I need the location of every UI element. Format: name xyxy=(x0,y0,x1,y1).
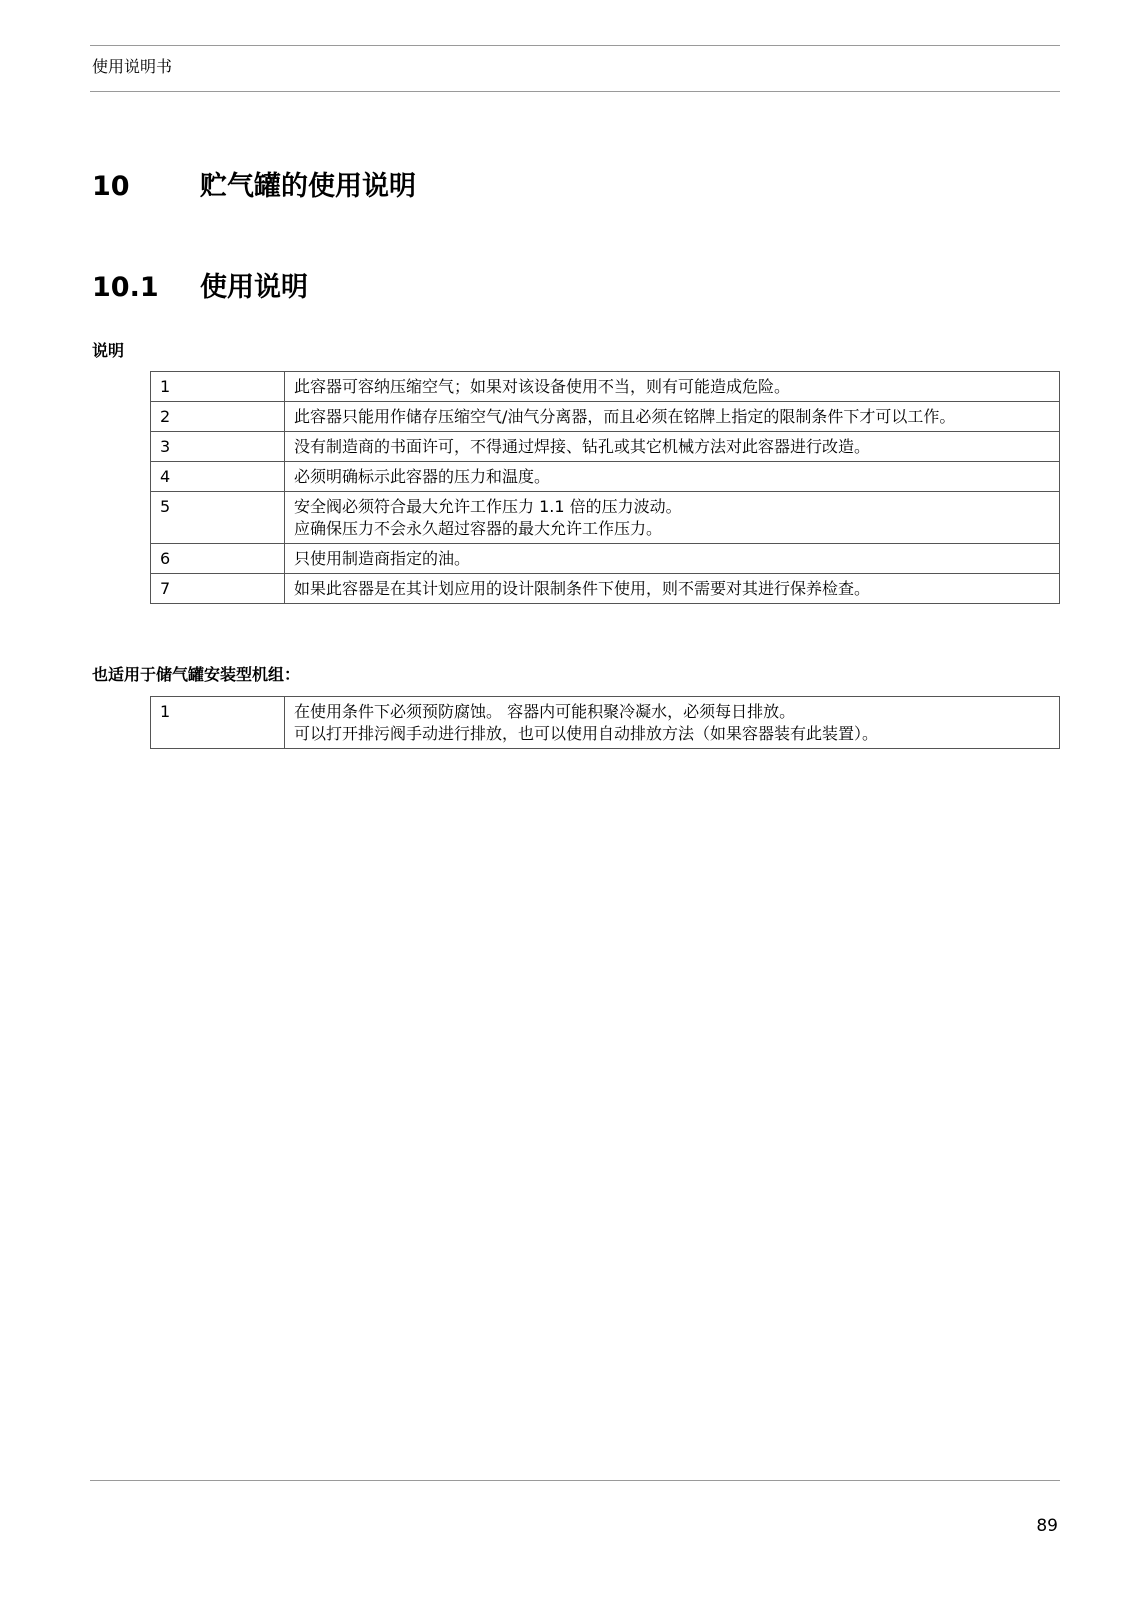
table-row xyxy=(151,492,1060,544)
header-top-rule xyxy=(90,45,1060,46)
chapter-number: 10 xyxy=(92,171,130,202)
running-header: 使用说明书 xyxy=(92,57,173,76)
row-index: 6 xyxy=(151,544,285,574)
table-row xyxy=(151,697,1060,749)
row-text-line: 安全阀必须符合最大允许工作压力 1.1 倍的压力波动。 xyxy=(294,497,682,516)
footer-rule xyxy=(90,1480,1060,1481)
row-index: 5 xyxy=(151,492,285,544)
row-text xyxy=(285,697,1060,749)
row-text-line: 可以打开排污阀手动进行排放，也可以使用自动排放方法（如果容器装有此装置）。 xyxy=(294,724,879,743)
section-heading xyxy=(92,271,308,305)
chapter-title: 贮气罐的使用说明 xyxy=(200,171,416,202)
section-title: 使用说明 xyxy=(200,272,308,303)
row-index: 1 xyxy=(151,697,285,749)
table-row xyxy=(151,544,1060,574)
table-row xyxy=(151,462,1060,492)
table-row xyxy=(151,432,1060,462)
row-index: 4 xyxy=(151,462,285,492)
section-number: 10.1 xyxy=(92,272,159,303)
header-bottom-rule xyxy=(90,91,1060,92)
table-row xyxy=(151,372,1060,402)
row-text xyxy=(285,462,1060,492)
row-text-line: 应确保压力不会永久超过容器的最大允许工作压力。 xyxy=(294,519,663,538)
row-text-line: 只使用制造商指定的油。 xyxy=(294,549,471,568)
also-applies-heading: 也适用于储气罐安装型机组： xyxy=(92,665,301,684)
row-text xyxy=(285,544,1060,574)
row-index: 7 xyxy=(151,574,285,604)
chapter-heading xyxy=(92,170,416,204)
row-text-line: 此容器只能用作储存压缩空气/油气分离器，而且必须在铭牌上指定的限制条件下才可以工作。 xyxy=(294,407,956,426)
row-text-line: 必须明确标示此容器的压力和温度。 xyxy=(294,467,551,486)
row-text xyxy=(285,432,1060,462)
row-text xyxy=(285,372,1060,402)
row-text xyxy=(285,402,1060,432)
table-row xyxy=(151,574,1060,604)
row-text-line: 在使用条件下必须预防腐蚀。 容器内可能积聚冷凝水，必须每日排放。 xyxy=(294,702,796,721)
row-text-line: 此容器可容纳压缩空气；如果对该设备使用不当，则有可能造成危险。 xyxy=(294,377,791,396)
row-text-line: 如果此容器是在其计划应用的设计限制条件下使用，则不需要对其进行保养检查。 xyxy=(294,579,871,598)
row-index: 3 xyxy=(151,432,285,462)
notes-heading: 说明 xyxy=(92,341,125,360)
row-index: 2 xyxy=(151,402,285,432)
table-row xyxy=(151,402,1060,432)
row-text xyxy=(285,574,1060,604)
row-index: 1 xyxy=(151,372,285,402)
page-number: 89 xyxy=(1036,1516,1058,1536)
also-applies-table xyxy=(150,696,1060,749)
row-text-line: 没有制造商的书面许可，不得通过焊接、钻孔或其它机械方法对此容器进行改造。 xyxy=(294,437,871,456)
row-text xyxy=(285,492,1060,544)
notes-table xyxy=(150,371,1060,604)
